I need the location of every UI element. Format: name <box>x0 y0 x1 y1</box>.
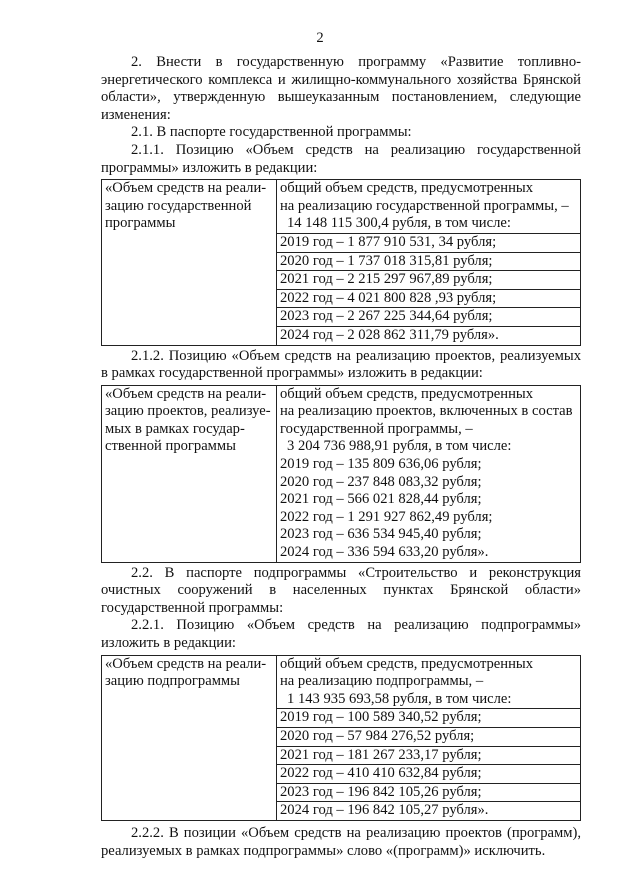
table-right-cell <box>277 655 581 820</box>
left-line: программы <box>105 215 176 232</box>
year-line: 2021 год – 2 215 297 967,89 рубля; <box>277 271 580 290</box>
paragraph-2: 2. Внести в государственную программу «Развитие топливно-энергетического комплекса и жилищно-коммунального хозяйства Брянской области», утвержденную вышеуказанным постановлением, следующие изменения: <box>101 54 581 123</box>
paragraph-2-1-1: 2.1.1. Позицию «Объем средств на реализацию государственной программы» изложить в редакции: <box>101 141 581 176</box>
right-text-line: общий объем средств, предусмотренных <box>280 180 534 197</box>
table-right-cell <box>277 385 581 562</box>
right-text-line: 1 143 935 693,58 рубля, в том числе: <box>277 691 580 710</box>
right-text-line: на реализацию государственной программы, – <box>280 197 569 214</box>
year-line: 2022 год – 410 410 632,84 рубля; <box>277 765 580 784</box>
left-line: зацию государственной <box>105 197 252 214</box>
table-subprogram-funding <box>101 655 581 821</box>
year-line: 2022 год – 4 021 800 828 ,93 рубля; <box>277 290 580 309</box>
year-line: 2024 год – 196 842 105,27 рубля». <box>280 802 489 819</box>
year-line: 2021 год – 566 021 828,44 рубля; <box>280 491 482 508</box>
table-projects-funding <box>101 385 581 563</box>
table-program-funding <box>101 179 581 345</box>
right-text-line: на реализацию подпрограммы, – <box>280 673 484 690</box>
year-line: 2023 год – 636 534 945,40 рубля; <box>280 526 482 543</box>
year-line: 2020 год – 237 848 083,32 рубля; <box>280 473 482 490</box>
table-left-cell <box>102 180 277 345</box>
year-line: 2023 год – 2 267 225 344,64 рубля; <box>277 308 580 327</box>
left-line: «Объем средств на реали- <box>105 180 267 197</box>
year-line: 2020 год – 57 984 276,52 рубля; <box>277 728 580 747</box>
table-left-cell <box>102 385 277 562</box>
page-number: 2 <box>316 30 324 46</box>
table-left-cell <box>102 655 277 820</box>
left-line: зацию подпрограммы <box>105 673 240 690</box>
right-text-line: на реализацию проектов, включенных в состав <box>280 403 573 420</box>
year-line: 2023 год – 196 842 105,26 рубля; <box>277 784 580 803</box>
table-right-cell <box>277 180 581 345</box>
year-line: 2022 год – 1 291 927 862,49 рубля; <box>280 508 493 525</box>
left-line: «Объем средств на реали- <box>105 385 267 402</box>
document-body <box>101 54 581 860</box>
year-line: 2020 год – 1 737 018 315,81 рубля; <box>277 253 580 272</box>
year-line: 2019 год – 100 589 340,52 рубля; <box>277 709 580 728</box>
paragraph-2-2: 2.2. В паспорте подпрограммы «Строительство и реконструкция очистных сооружений в населенных пунктах Брянской области» государственной программы: <box>101 564 581 616</box>
year-line: 2024 год – 336 594 633,20 рубля». <box>280 544 489 561</box>
right-text-line: общий объем средств, предусмотренных <box>280 655 534 672</box>
left-line: зацию проектов, реализуе- <box>105 403 271 420</box>
right-text-line: государственной программы, – <box>280 420 473 437</box>
year-line: 2024 год – 2 028 862 311,79 рубля». <box>280 326 499 343</box>
left-line: «Объем средств на реали- <box>105 655 267 672</box>
year-line: 2019 год – 1 877 910 531, 34 рубля; <box>277 234 580 253</box>
paragraph-2-2-2: 2.2.2. В позиции «Объем средств на реализацию проектов (программ), реализуемых в рамках подпрограммы» слово «(программ)» исключить. <box>101 824 581 859</box>
left-line: мых в рамках государ- <box>105 420 245 437</box>
paragraph-2-2-1: 2.2.1. Позицию «Объем средств на реализацию подпрограммы» изложить в редакции: <box>101 617 581 651</box>
paragraph-2-1-2: 2.1.2. Позицию «Объем средств на реализацию проектов, реализуемых в рамках государственной программы» изложить в редакции: <box>101 347 581 382</box>
year-line: 2019 год – 135 809 636,06 рубля; <box>280 456 482 473</box>
year-line: 2021 год – 181 267 233,17 рубля; <box>277 747 580 766</box>
paragraph-2-1: 2.1. В паспорте государственной программы: <box>131 124 412 141</box>
right-text-line: общий объем средств, предусмотренных <box>280 385 534 402</box>
right-text-line: 3 204 736 988,91 рубля, в том числе: <box>287 438 512 455</box>
left-line: ственной программы <box>105 438 236 455</box>
right-text-line: 14 148 115 300,4 рубля, в том числе: <box>277 215 580 234</box>
